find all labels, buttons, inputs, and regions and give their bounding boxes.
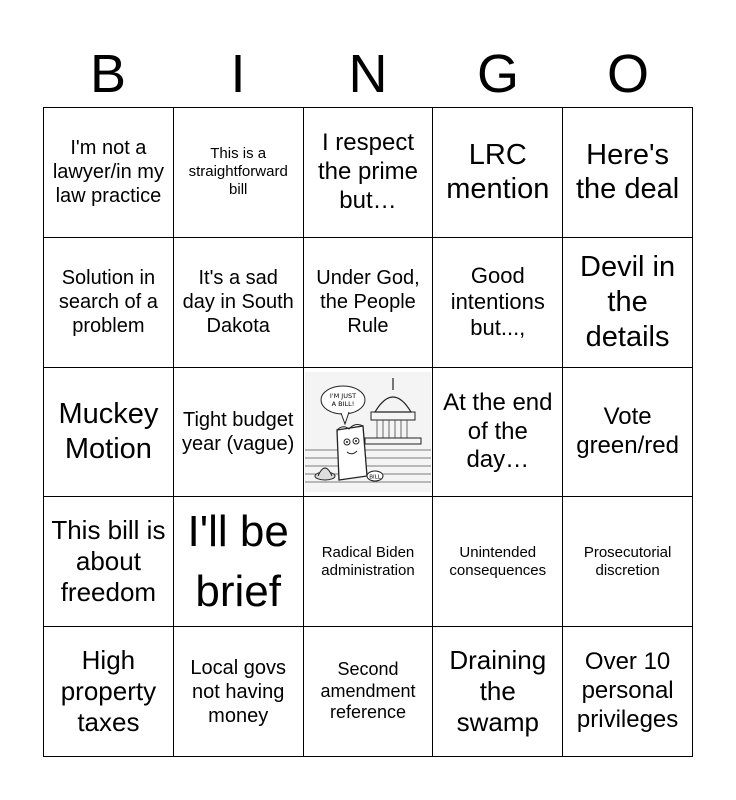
speech-text: I'M JUST — [329, 391, 357, 400]
bingo-cell[interactable]: At the end of the day… — [433, 368, 563, 498]
bingo-cell[interactable]: Draining the swamp — [433, 627, 563, 757]
bingo-cell[interactable]: This is a straightforward bill — [174, 108, 304, 238]
bingo-cell[interactable]: Over 10 personal privileges — [563, 627, 693, 757]
bingo-header — [43, 40, 693, 108]
header-letter-g: G — [476, 44, 519, 104]
bingo-cell[interactable]: Devil in the details — [563, 238, 693, 368]
free-space-cell[interactable] — [304, 368, 434, 498]
bingo-grid — [43, 107, 693, 757]
bingo-cell[interactable]: I'll be brief — [174, 497, 304, 627]
bingo-cell[interactable]: I'm not a lawyer/in my law practice — [44, 108, 174, 238]
bingo-cell[interactable]: Tight budget year (vague) — [174, 368, 304, 498]
bingo-cell[interactable]: Good intentions but..., — [433, 238, 563, 368]
bingo-cell[interactable]: Unintended consequences — [433, 497, 563, 627]
bingo-cell[interactable]: This bill is about freedom — [44, 497, 174, 627]
bingo-cell[interactable]: It's a sad day in South Dakota — [174, 238, 304, 368]
bingo-cell[interactable]: Radical Biden administration — [304, 497, 434, 627]
header-letter-n: N — [348, 44, 388, 104]
header-letter-i: I — [230, 44, 246, 104]
capitol-bill-cartoon-icon — [305, 372, 431, 492]
bingo-cell[interactable]: Second amendment reference — [304, 627, 434, 757]
bingo-cell[interactable]: I respect the prime but… — [304, 108, 434, 238]
bingo-cell[interactable]: Vote green/red — [563, 368, 693, 498]
bingo-cell[interactable]: Here's the deal — [563, 108, 693, 238]
bingo-cell[interactable]: LRC mention — [433, 108, 563, 238]
bingo-cell[interactable]: Solution in search of a problem — [44, 238, 174, 368]
svg-text:A BILL!: A BILL! — [331, 399, 355, 408]
bingo-cell[interactable]: Muckey Motion — [44, 368, 174, 498]
bingo-cell[interactable]: High property taxes — [44, 627, 174, 757]
bingo-cell[interactable]: Under God, the People Rule — [304, 238, 434, 368]
bingo-cell[interactable]: Prosecutorial discretion — [563, 497, 693, 627]
bill-label: BILL — [369, 474, 381, 481]
header-letter-o: O — [606, 44, 649, 104]
bingo-cell[interactable]: Local govs not having money — [174, 627, 304, 757]
header-letter-b: B — [89, 44, 127, 104]
